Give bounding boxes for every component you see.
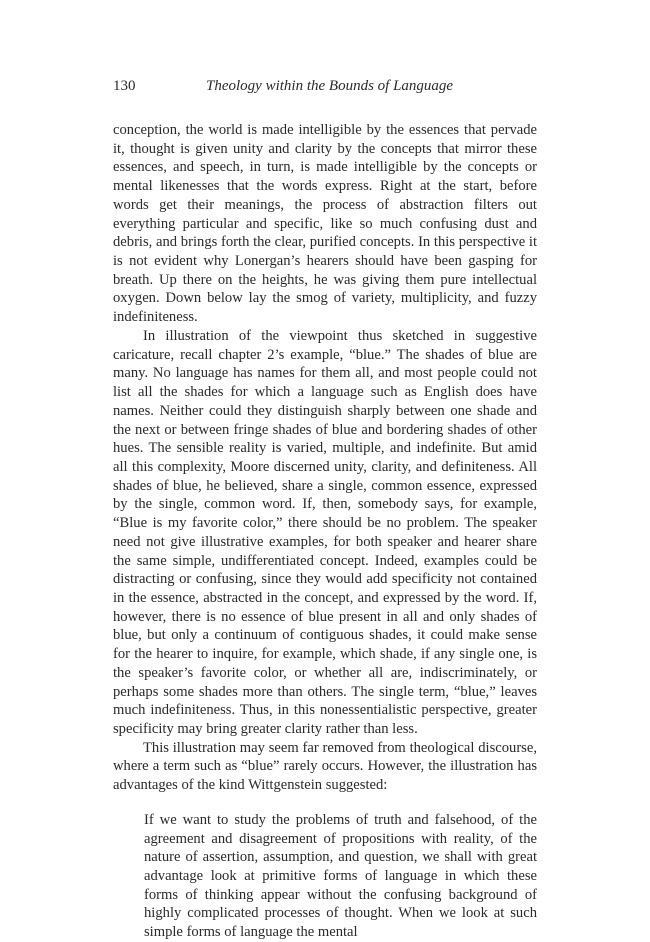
book-page <box>113 78 537 942</box>
running-title: Theology within the Bounds of Language <box>206 78 454 94</box>
page-number: 130 <box>113 78 136 94</box>
paragraph-wittgenstein-intro: This illustration may seem far removed from theological discourse, where a term such as “blue” rarely occurs. However, the illustration has advantages of the kind Wittgenstein suggested: <box>113 739 537 794</box>
running-head <box>113 78 537 98</box>
body-text <box>113 121 537 795</box>
block-quotation <box>113 811 537 942</box>
paragraph-blue-illustration: In illustration of the viewpoint thus sketched in suggestive caricature, recall chapter 2’s example, “blue.” The shades of blue are many. No language has names for them all, and most people could not list all the shades for which a language such as English does have names. Neither could they distinguish sharply between one shade and the next or between fringe shades of blue and bordering shades of other hues. The sensible reality is varied, multiple, and indefinite. But amid all this complexity, Moore discerned unity, clarity, and definiteness. All shades of blue, he believed, share a single, common essence, expressed by the single, common word. If, then, somebody says, for example, “Blue is my favorite color,” there should be no problem. The speaker need not give illustrative examples, for both speaker and hearer share the same simple, undifferentiated concept. Indeed, examples could be distracting or confusing, since they would add specificity not contained in the essence, abstracted in the concept, and expressed by the word. If, however, there is no essence of blue present in all and only shades of blue, but only a continuum of contiguous shades, it could make sense for the hearer to inquire, for example, which shade, if any single one, is the speaker’s favorite color, or whether all are, indiscriminately, or perhaps some shades more than others. The single term, “blue,” leaves much indefiniteness. Thus, in this nonessentialistic perspective, greater specificity may bring greater clarity rather than less. <box>113 327 537 737</box>
quotation-text: If we want to study the problems of truth and falsehood, of the agreement and disagreement of propositions with reality, of the nature of assertion, assumption, and question, we shall with great advantage look at primitive forms of language in which these forms of thinking appear without the confusing background of highly complicated processes of thought. When we look at such simple forms of language the mental <box>144 811 537 941</box>
paragraph-continuation: conception, the world is made intelligible by the essences that pervade it, thought is given unity and clarity by the concepts that mirror these essences, and speech, in turn, is made intelligible by the concepts or mental likenesses that the words express. Right at the start, before words get their meanings, the process of abstraction filters out everything particular and specific, like so much confusing dust and debris, and brings forth the clear, purified concepts. In this perspective it is not evident why Lonergan’s hearers should have been gasping for breath. Up there on the heights, he was giving them pure intellectual oxygen. Down below lay the smog of variety, multiplicity, and fuzzy indefiniteness. <box>113 122 537 326</box>
